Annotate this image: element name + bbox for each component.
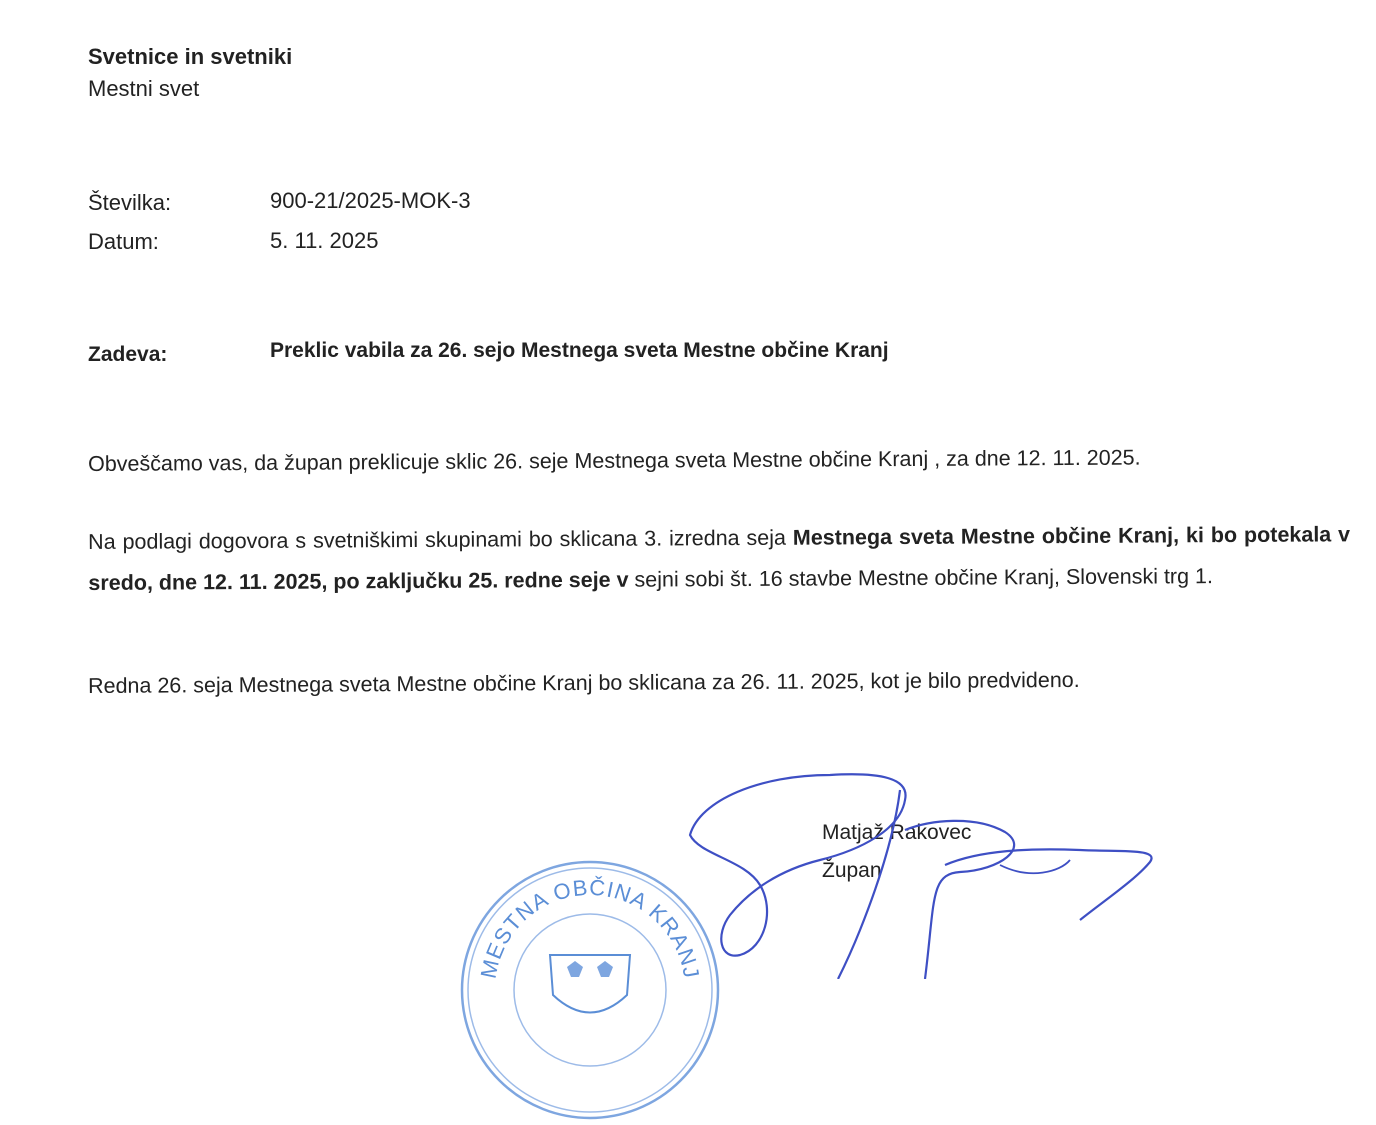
paragraph-regular-session: Redna 26. seja Mestnega sveta Mestne občine Kranj bo sklicana za 26. 11. 2025, kot je bilo predvideno. <box>88 667 1080 698</box>
signer-name: Matjaž Rakovec <box>822 821 972 844</box>
date-value: 5. 11. 2025 <box>270 228 379 253</box>
recipient-title: Svetnice in svetniki <box>88 44 293 69</box>
subject-label: Zadeva: <box>88 343 168 366</box>
paragraph-extraordinary-session <box>88 514 1350 604</box>
paragraph-bold-text: Mestnega sveta Mestne občine Kranj, ki bo potekala v sredo, dne 12. 11. 2025, po zaključku 25. redne seje v <box>88 522 1351 595</box>
recipient-subtitle: Mestni svet <box>88 76 200 101</box>
paragraph-text: Na podlagi dogovora s svetniškimi skupinami bo sklicana 3. izredna seja <box>88 525 793 554</box>
municipality-seal <box>455 855 725 1125</box>
signer-role: Župan <box>822 859 882 882</box>
subject-value: Preklic vabila za 26. sejo Mestnega sveta Mestne občine Kranj <box>270 339 889 362</box>
svg-text:MESTNA OBČINA KRANJ: MESTNA OBČINA KRANJ <box>475 874 705 981</box>
number-label: Številka: <box>88 190 172 215</box>
paragraph-cancellation: Obveščamo vas, da župan preklicuje sklic 26. seje Mestnega sveta Mestne občine Kranj , za dne 12. 11. 2025. <box>88 445 1141 476</box>
number-value: 900-21/2025-MOK-3 <box>270 188 471 213</box>
paragraph-text: sejni sobi št. 16 stavbe Mestne občine Kranj, Slovenski trg 1. <box>628 564 1213 592</box>
date-label: Datum: <box>88 229 159 254</box>
